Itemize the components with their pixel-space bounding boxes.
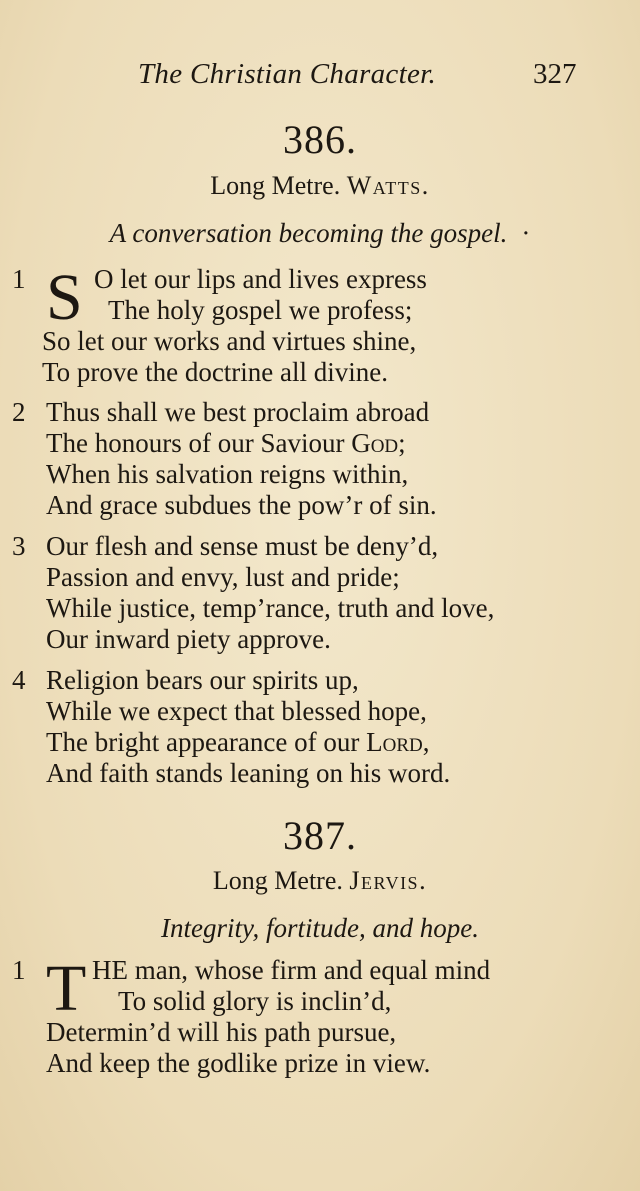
- page-number: 327: [533, 58, 577, 90]
- emphasized-word: God;: [351, 428, 406, 458]
- verse-line: So let our works and virtues shine,: [42, 326, 417, 356]
- stanza-number: 1: [12, 955, 26, 985]
- verse-line: Religion bears our spirits up,: [46, 665, 359, 695]
- hymn-number-386: 386.: [283, 117, 357, 162]
- stanza-number: 4: [12, 665, 26, 695]
- running-title: The Christian Character.: [138, 58, 437, 90]
- stanza-number: 3: [12, 531, 26, 561]
- verse-line: Thus shall we best proclaim abroad: [46, 397, 430, 427]
- verse-text: The honours of our Saviour: [46, 428, 352, 458]
- stanza-number: 2: [12, 397, 26, 427]
- verse-line: And grace subdues the pow’r of sin.: [46, 490, 437, 520]
- verse-text: The bright appearance of our: [46, 727, 367, 757]
- drop-cap: T: [46, 952, 87, 1025]
- hymn-number-387: 387.: [283, 813, 357, 858]
- composer-name: Jervis.: [349, 866, 428, 895]
- verse-line: [46, 428, 406, 459]
- subject-text: A conversation becoming the gospel.: [109, 218, 508, 248]
- emphasized-word: Lord,: [366, 727, 430, 757]
- verse-line: And faith stands leaning on his word.: [46, 758, 451, 788]
- verse-line: Determin’d will his path pursue,: [46, 1017, 397, 1047]
- verse-line: HE man, whose firm and equal mind: [92, 955, 491, 985]
- composer-name: Watts.: [346, 171, 430, 200]
- verse-line: The holy gospel we profess;: [108, 295, 413, 325]
- verse-line: Our inward piety approve.: [46, 624, 331, 654]
- verse-line: And keep the godlike prize in view.: [46, 1048, 431, 1078]
- verse-line: O let our lips and lives express: [94, 264, 427, 294]
- hymn-386-meter: [0, 171, 640, 201]
- verse-line: To solid glory is inclin’d,: [118, 986, 392, 1016]
- hymn-386-subject: [0, 218, 640, 249]
- verse-line: Our flesh and sense must be deny’d,: [46, 531, 439, 561]
- stanza-number: 1: [12, 264, 26, 294]
- meter-label: Long Metre.: [212, 866, 343, 895]
- hymn-387-meter: [0, 866, 640, 896]
- meter-label: Long Metre.: [210, 171, 341, 200]
- verse-line: When his salvation reigns within,: [46, 459, 409, 489]
- verse-line: [46, 727, 429, 758]
- drop-cap: S: [46, 261, 83, 334]
- running-head: [0, 58, 640, 98]
- subject-mark: ·: [521, 218, 531, 248]
- verse-line: While justice, temp’rance, truth and love,: [46, 593, 495, 623]
- verse-line: Passion and envy, lust and pride;: [46, 562, 400, 592]
- verse-line: While we expect that blessed hope,: [46, 696, 427, 726]
- hymn-387-subject: Integrity, fortitude, and hope.: [161, 913, 479, 943]
- verse-line: To prove the doctrine all divine.: [42, 357, 389, 387]
